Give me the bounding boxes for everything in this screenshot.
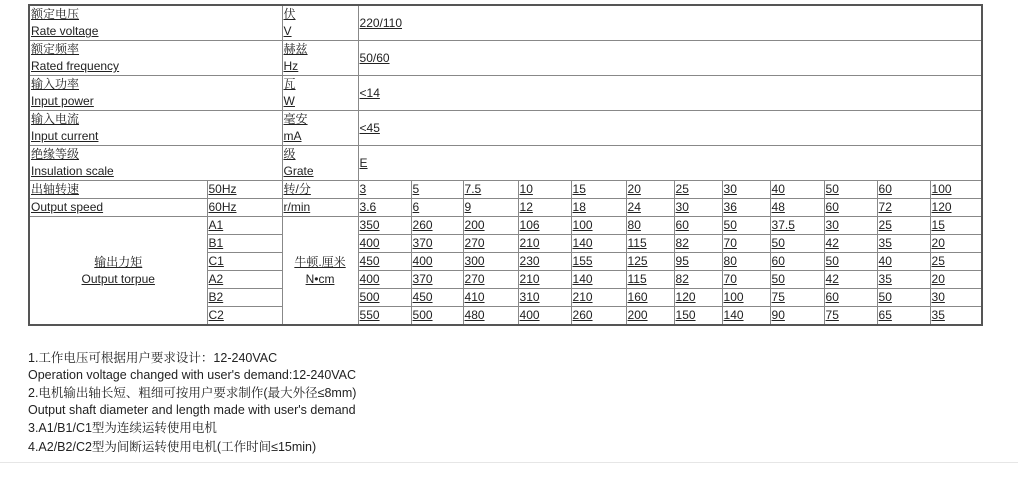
torque-value: 115 <box>626 271 674 289</box>
speed-value: 6 <box>411 199 463 217</box>
torque-value: 82 <box>674 271 722 289</box>
torque-value: 300 <box>463 253 518 271</box>
torque-value: 50 <box>877 289 930 307</box>
spec-value: <45 <box>358 111 982 146</box>
torque-model: C1 <box>207 253 282 271</box>
torque-value: 210 <box>571 289 626 307</box>
torque-value: 95 <box>674 253 722 271</box>
torque-label <box>29 217 207 326</box>
spec-label <box>29 111 282 146</box>
speed-value: 12 <box>518 199 571 217</box>
spec-unit-cn: 伏 <box>283 7 296 21</box>
note-line: Operation voltage changed with user's demand:12-240VAC <box>28 367 357 382</box>
spec-label-en: Input power <box>31 94 94 108</box>
torque-value: 35 <box>877 271 930 289</box>
torque-model: C2 <box>207 307 282 326</box>
note-line: Output shaft diameter and length made with user's demand <box>28 402 356 417</box>
torque-value: 75 <box>770 289 824 307</box>
torque-value: 100 <box>722 289 770 307</box>
speed-value: 20 <box>626 181 674 199</box>
spec-unit <box>282 111 358 146</box>
spec-unit-en: mA <box>283 129 302 143</box>
torque-value: 60 <box>770 253 824 271</box>
spec-value: <14 <box>358 76 982 111</box>
torque-value: 60 <box>824 289 877 307</box>
torque-value: 500 <box>358 289 411 307</box>
torque-value: 120 <box>674 289 722 307</box>
spec-value: 50/60 <box>358 41 982 76</box>
torque-value: 210 <box>518 271 571 289</box>
torque-unit-cn: 牛顿.厘米 <box>294 254 346 269</box>
speed-label: Output speed <box>29 199 207 217</box>
spec-unit <box>282 146 358 181</box>
torque-value: 370 <box>411 271 463 289</box>
spec-row <box>29 111 982 146</box>
spec-label-en: Input current <box>31 129 99 143</box>
torque-value: 140 <box>571 235 626 253</box>
torque-value: 230 <box>518 253 571 271</box>
torque-row <box>29 217 982 235</box>
speed-value: 3 <box>358 181 411 199</box>
torque-model: B1 <box>207 235 282 253</box>
torque-value: 155 <box>571 253 626 271</box>
torque-value: 65 <box>877 307 930 326</box>
note-line: 2.电机输出轴长短、粗细可按用户要求制作(最大外径≤8mm) <box>28 386 357 400</box>
speed-value: 18 <box>571 199 626 217</box>
page-divider <box>0 462 1018 463</box>
torque-unit-en: N•cm <box>305 271 335 286</box>
torque-value: 40 <box>877 253 930 271</box>
spec-label <box>29 76 282 111</box>
torque-model: B2 <box>207 289 282 307</box>
spec-label <box>29 41 282 76</box>
torque-value: 37.5 <box>770 217 824 235</box>
spec-label-cn: 额定电压 <box>31 7 80 21</box>
torque-value: 125 <box>626 253 674 271</box>
spec-unit-cn: 瓦 <box>283 77 296 91</box>
torque-unit <box>282 217 358 326</box>
torque-value: 160 <box>626 289 674 307</box>
torque-value: 25 <box>930 253 982 271</box>
torque-value: 35 <box>877 235 930 253</box>
speed-unit: r/min <box>282 199 358 217</box>
torque-value: 500 <box>411 307 463 326</box>
spec-unit-en: Grate <box>283 164 314 178</box>
speed-value: 60 <box>877 181 930 199</box>
torque-value: 70 <box>722 271 770 289</box>
spec-label-en: Insulation scale <box>31 164 114 178</box>
spec-value: E <box>358 146 982 181</box>
torque-value: 350 <box>358 217 411 235</box>
torque-value: 70 <box>722 235 770 253</box>
speed-value: 120 <box>930 199 982 217</box>
speed-value: 100 <box>930 181 982 199</box>
torque-value: 30 <box>930 289 982 307</box>
torque-value: 400 <box>358 235 411 253</box>
note-line: 4.A2/B2/C2型为间断运转使用电机(工作时间≤15min) <box>28 439 317 454</box>
torque-label-cn: 输出力矩 <box>94 254 143 269</box>
torque-value: 25 <box>877 217 930 235</box>
torque-value: 140 <box>571 271 626 289</box>
speed-row <box>29 181 982 199</box>
torque-value: 35 <box>930 307 982 326</box>
torque-value: 200 <box>463 217 518 235</box>
torque-value: 310 <box>518 289 571 307</box>
torque-value: 260 <box>571 307 626 326</box>
speed-value: 10 <box>518 181 571 199</box>
torque-value: 140 <box>722 307 770 326</box>
torque-value: 115 <box>626 235 674 253</box>
spec-label-en: Rated frequency <box>31 59 120 73</box>
speed-value: 40 <box>770 181 824 199</box>
speed-value: 15 <box>571 181 626 199</box>
speed-value: 72 <box>877 199 930 217</box>
speed-unit: 转/分 <box>282 181 358 199</box>
torque-value: 80 <box>626 217 674 235</box>
speed-value: 9 <box>463 199 518 217</box>
torque-value: 410 <box>463 289 518 307</box>
spec-unit-en: Hz <box>283 59 299 73</box>
torque-value: 270 <box>463 271 518 289</box>
spec-unit-cn: 毫安 <box>283 112 308 126</box>
torque-label-en: Output torpue <box>81 271 155 286</box>
spec-row <box>29 76 982 111</box>
spec-label-cn: 额定频率 <box>31 42 80 56</box>
speed-frequency: 50Hz <box>207 181 282 199</box>
speed-value: 48 <box>770 199 824 217</box>
speed-value: 25 <box>674 181 722 199</box>
torque-value: 106 <box>518 217 571 235</box>
torque-value: 370 <box>411 235 463 253</box>
spec-row <box>29 41 982 76</box>
spec-row <box>29 5 982 41</box>
torque-value: 550 <box>358 307 411 326</box>
torque-value: 50 <box>824 253 877 271</box>
spec-unit-cn: 级 <box>283 147 296 161</box>
torque-value: 42 <box>824 235 877 253</box>
torque-value: 480 <box>463 307 518 326</box>
speed-value: 50 <box>824 181 877 199</box>
spec-unit <box>282 5 358 41</box>
torque-value: 450 <box>411 289 463 307</box>
torque-value: 50 <box>770 235 824 253</box>
notes <box>28 350 356 455</box>
spec-value: 220/110 <box>358 5 982 41</box>
torque-value: 100 <box>571 217 626 235</box>
speed-value: 60 <box>824 199 877 217</box>
spec-label-cn: 绝缘等级 <box>31 147 80 161</box>
speed-value: 36 <box>722 199 770 217</box>
speed-value: 5 <box>411 181 463 199</box>
torque-model: A1 <box>207 217 282 235</box>
torque-value: 450 <box>358 253 411 271</box>
torque-value: 30 <box>824 217 877 235</box>
torque-value: 200 <box>626 307 674 326</box>
torque-value: 210 <box>518 235 571 253</box>
spec-unit-en: V <box>283 24 292 38</box>
speed-frequency: 60Hz <box>207 199 282 217</box>
speed-value: 24 <box>626 199 674 217</box>
torque-value: 400 <box>518 307 571 326</box>
torque-value: 270 <box>463 235 518 253</box>
speed-value: 7.5 <box>463 181 518 199</box>
spec-label-cn: 输入电流 <box>31 112 80 126</box>
note-line: 3.A1/B1/C1型为连续运转使用电机 <box>28 421 217 435</box>
speed-value: 30 <box>722 181 770 199</box>
torque-value: 60 <box>674 217 722 235</box>
spec-label-cn: 输入功率 <box>31 77 80 91</box>
speed-value: 3.6 <box>358 199 411 217</box>
torque-value: 50 <box>770 271 824 289</box>
spec-unit-cn: 赫兹 <box>283 42 308 56</box>
torque-value: 90 <box>770 307 824 326</box>
torque-value: 20 <box>930 235 982 253</box>
torque-value: 150 <box>674 307 722 326</box>
torque-value: 20 <box>930 271 982 289</box>
torque-value: 15 <box>930 217 982 235</box>
spec-rows <box>29 5 982 181</box>
torque-value: 400 <box>411 253 463 271</box>
speed-value: 30 <box>674 199 722 217</box>
spec-unit <box>282 41 358 76</box>
spec-label-en: Rate voltage <box>31 24 99 38</box>
spec-label <box>29 146 282 181</box>
torque-value: 75 <box>824 307 877 326</box>
torque-value: 260 <box>411 217 463 235</box>
torque-value: 42 <box>824 271 877 289</box>
torque-value: 82 <box>674 235 722 253</box>
torque-value: 50 <box>722 217 770 235</box>
spec-unit <box>282 76 358 111</box>
torque-value: 400 <box>358 271 411 289</box>
note-line: 1.工作电压可根据用户要求设计：12-240VAC <box>28 351 278 365</box>
torque-value: 80 <box>722 253 770 271</box>
speed-label: 出轴转速 <box>29 181 207 199</box>
spec-row <box>29 146 982 181</box>
torque-rows <box>29 217 982 326</box>
speed-row <box>29 199 982 217</box>
spec-table <box>28 4 983 326</box>
speed-rows <box>29 181 982 217</box>
spec-label <box>29 5 282 41</box>
spec-unit-en: W <box>283 94 295 108</box>
torque-model: A2 <box>207 271 282 289</box>
